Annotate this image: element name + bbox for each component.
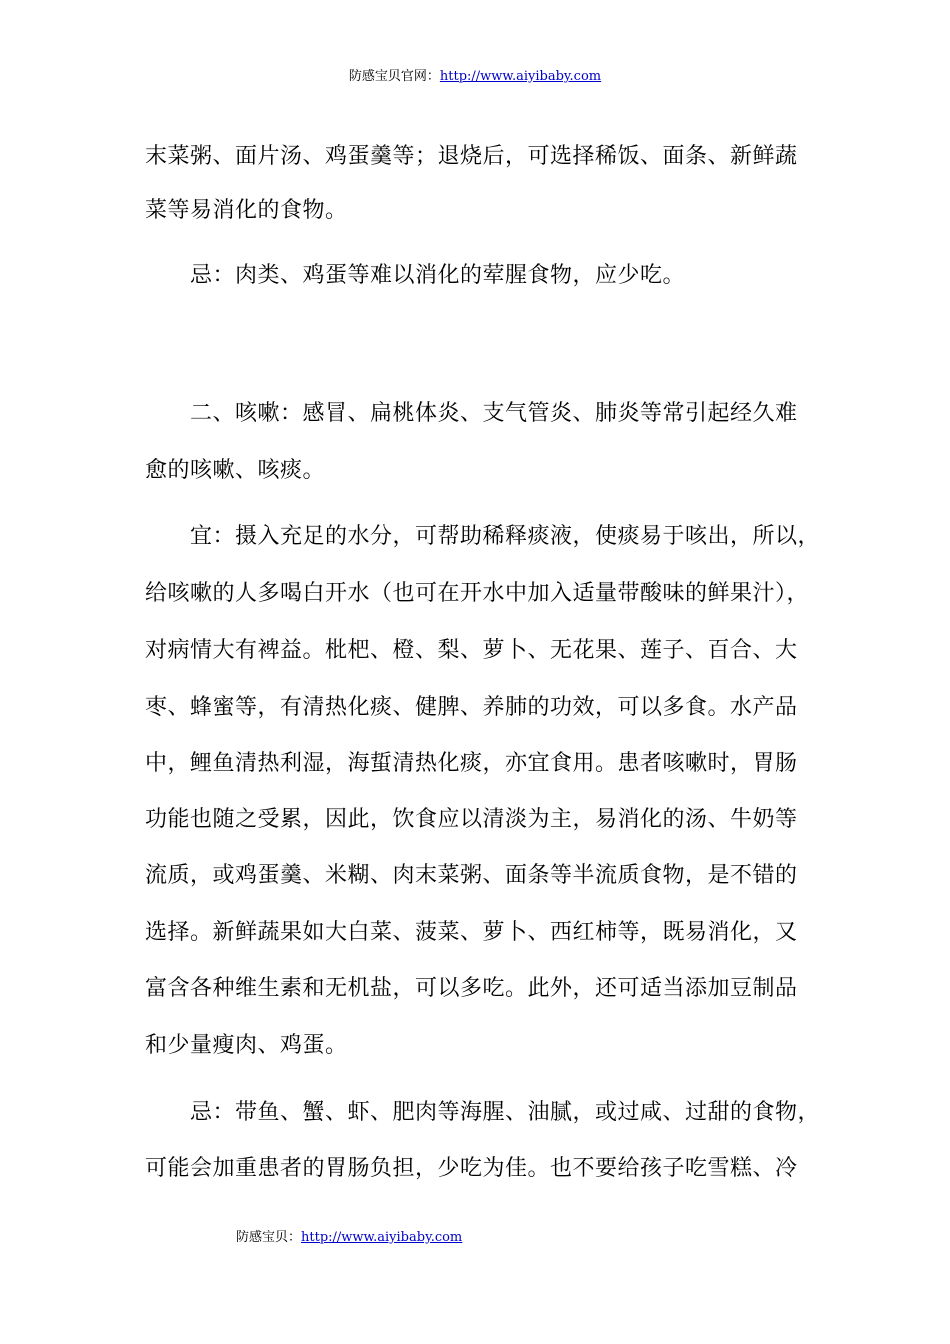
text-line-10: 中，鲤鱼清热利湿，海蜇清热化痰，亦宜食用。患者咳嗽时，胃肠 bbox=[145, 751, 798, 776]
header-link[interactable]: http://www.aiyibaby.com bbox=[439, 69, 602, 84]
page-footer bbox=[236, 1229, 462, 1247]
text-line-16: 忌：带鱼、蟹、虾、肥肉等海腥、油腻，或过咸、过甜的食物， bbox=[145, 1100, 821, 1125]
text-line-17: 可能会加重患者的胃肠负担，少吃为佳。也不要给孩子吃雪糕、冷 bbox=[145, 1156, 798, 1181]
text-line-15: 和少量瘦肉、鸡蛋。 bbox=[145, 1033, 348, 1058]
text-line-13: 选择。新鲜蔬果如大白菜、菠菜、萝卜、西红柿等，既易消化，又 bbox=[145, 920, 798, 945]
text-line-1: 末菜粥、面片汤、鸡蛋羹等；退烧后，可选择稀饭、面条、新鲜蔬 bbox=[145, 144, 798, 169]
text-line-11: 功能也随之受累，因此，饮食应以清淡为主，易消化的汤、牛奶等 bbox=[145, 807, 798, 832]
footer-link[interactable]: http://www.aiyibaby.com bbox=[301, 1230, 463, 1245]
text-line-9: 枣、蜂蜜等，有清热化痰、健脾、养肺的功效，可以多食。水产品 bbox=[145, 695, 798, 720]
text-line-5: 愈的咳嗽、咳痰。 bbox=[145, 458, 326, 483]
footer-label: 防感宝贝： bbox=[236, 1230, 302, 1245]
text-line-14: 富含各种维生素和无机盐，可以多吃。此外，还可适当添加豆制品 bbox=[145, 976, 798, 1001]
text-line-2: 菜等易消化的食物。 bbox=[145, 198, 348, 223]
header-label: 防感宝贝官网： bbox=[348, 69, 440, 84]
text-line-7: 给咳嗽的人多喝白开水（也可在开水中加入适量带酸味的鲜果汁）， bbox=[145, 581, 810, 606]
text-line-3: 忌：肉类、鸡蛋等难以消化的荤腥食物，应少吃。 bbox=[145, 263, 686, 288]
text-line-8: 对病情大有裨益。枇杷、橙、梨、萝卜、无花果、莲子、百合、大 bbox=[145, 638, 798, 663]
text-line-4: 二、咳嗽：感冒、扁桃体炎、支气管炎、肺炎等常引起经久难 bbox=[145, 401, 798, 426]
text-line-12: 流质，或鸡蛋羹、米糊、肉末菜粥、面条等半流质食物，是不错的 bbox=[145, 863, 798, 888]
text-line-6: 宜：摄入充足的水分，可帮助稀释痰液，使痰易于咳出，所以， bbox=[145, 524, 821, 549]
page-header bbox=[0, 68, 950, 86]
